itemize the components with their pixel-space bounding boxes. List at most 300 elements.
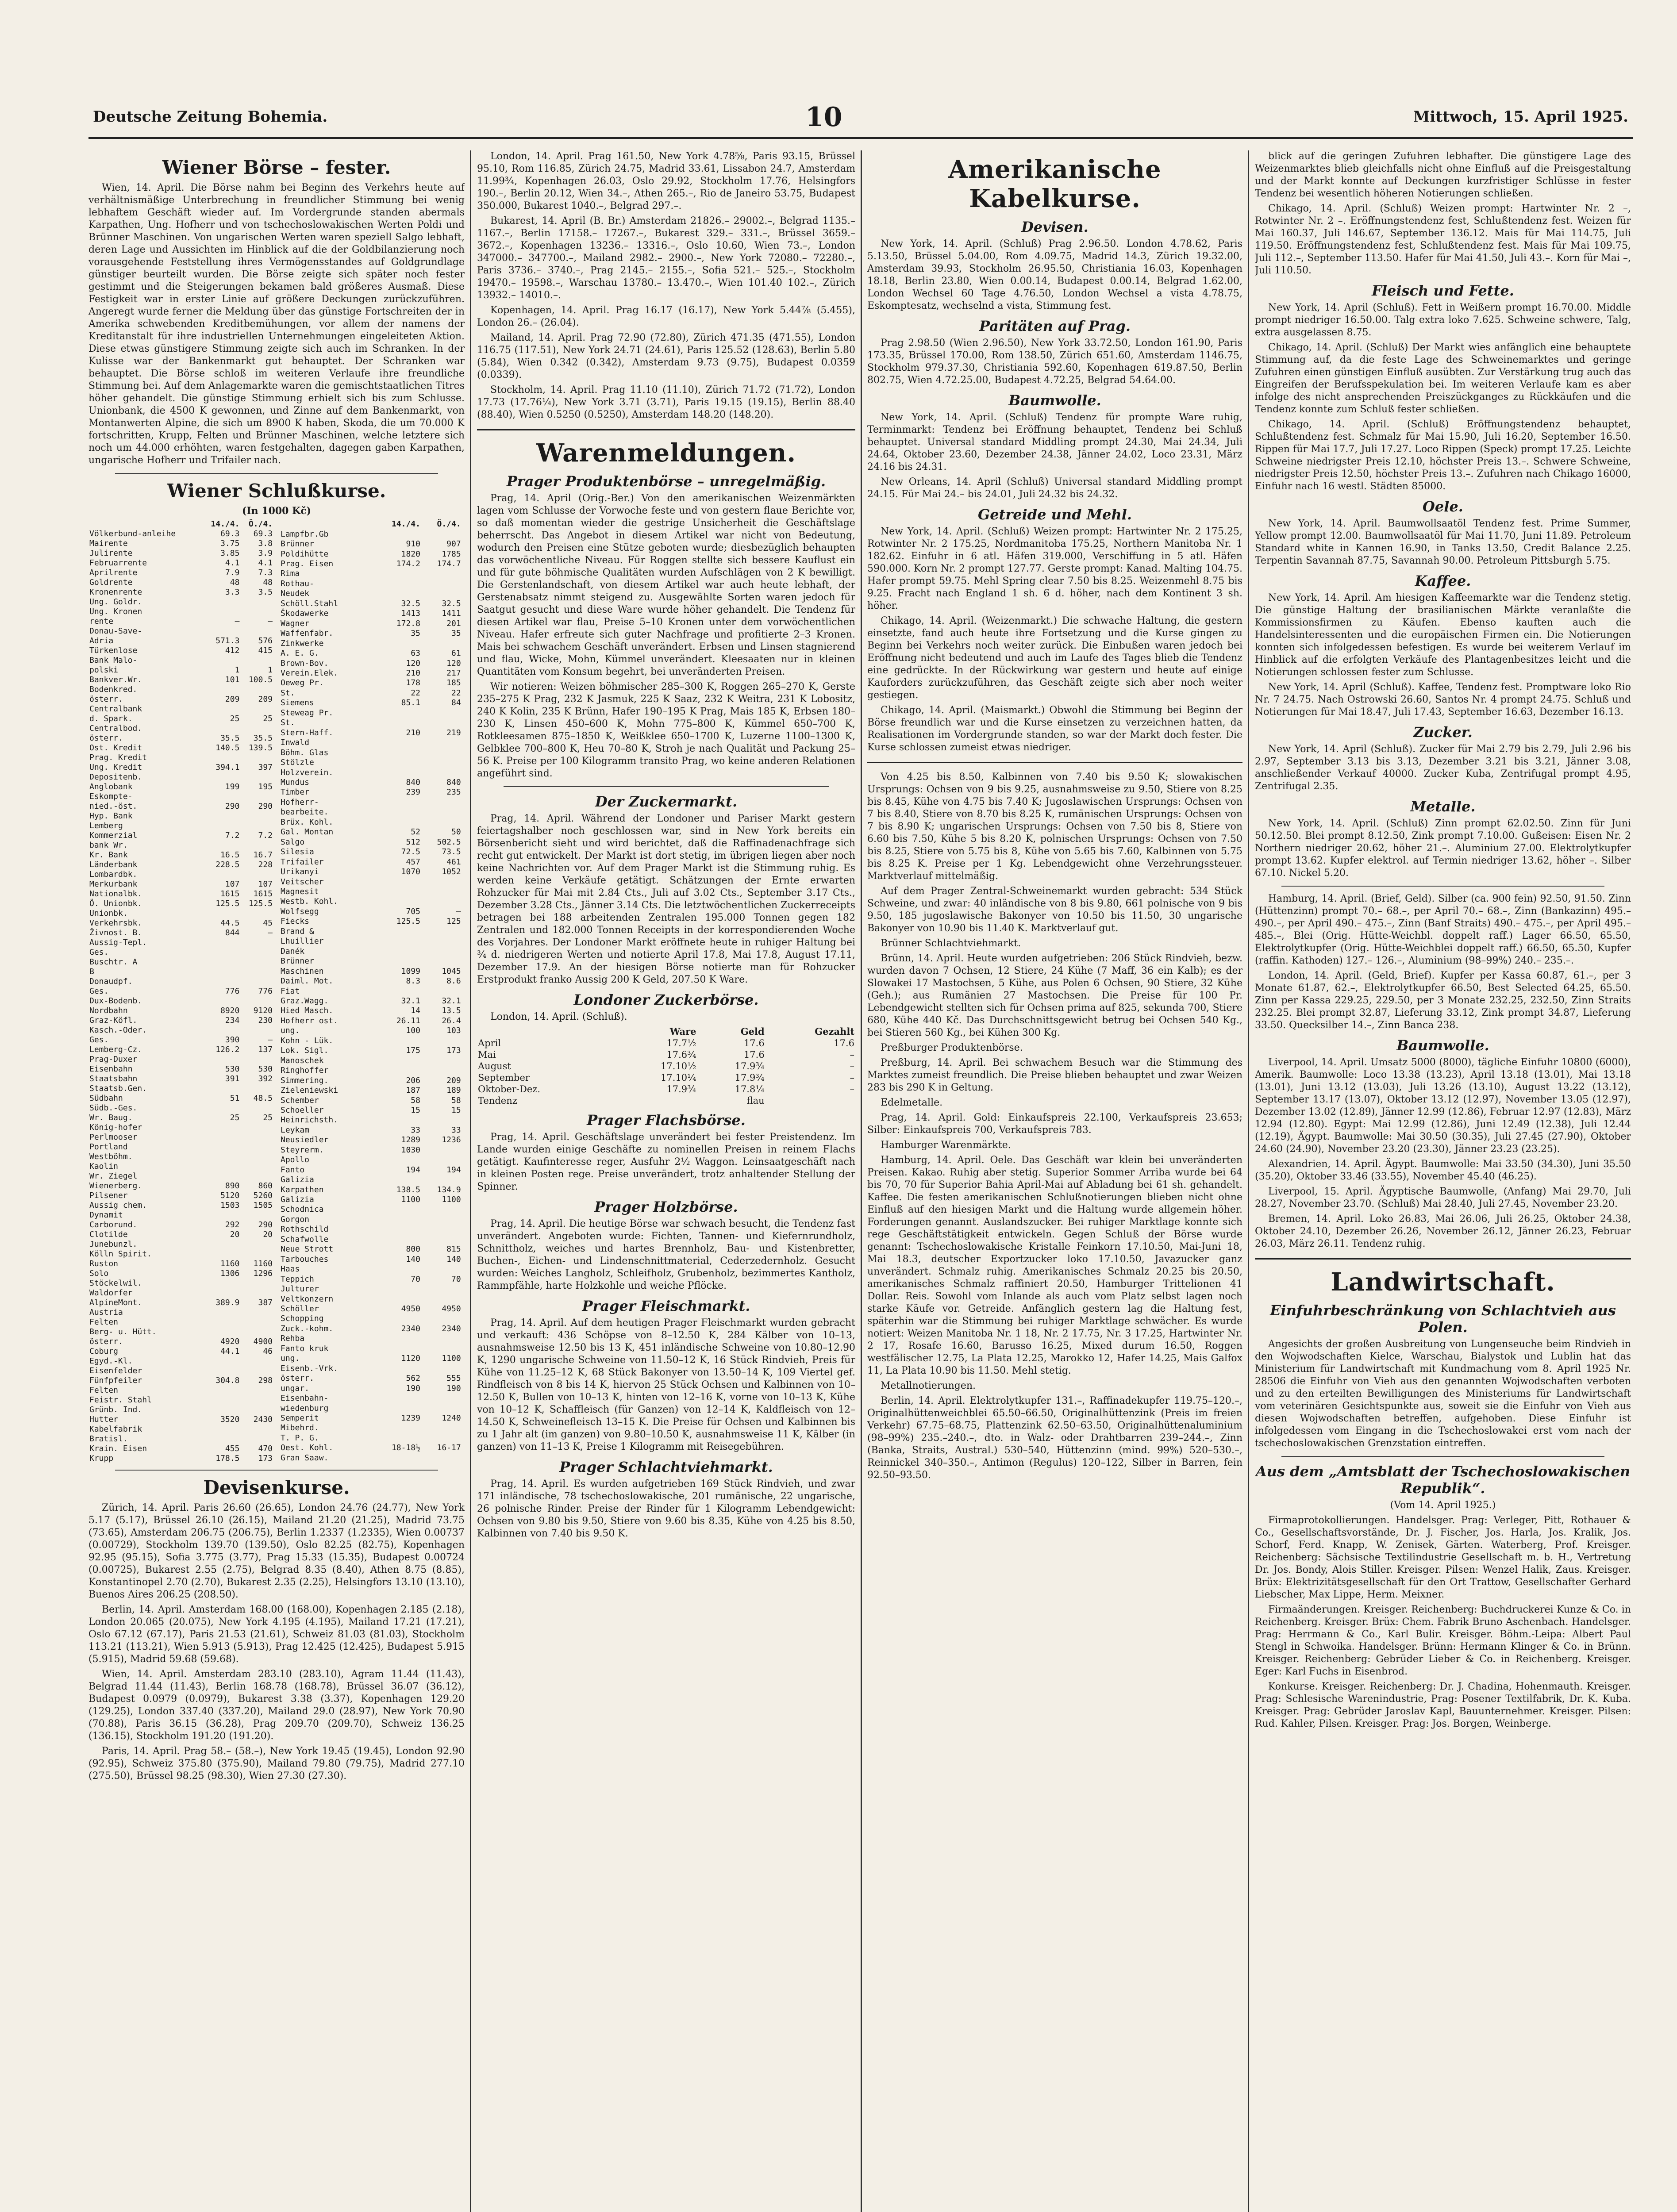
table-row bbox=[280, 658, 465, 668]
paragraph: London, 14. April. (Geld, Brief). Kupfer per Kassa 60.87, 61.–, per 3 Monate 61.87, 62.–, Elektrolytkupfer 66.50, Best Selected 64.25, 65.50. Zinn per Kassa 229.25, 229.50, per 3 Monate 232.25, 232.50, Zinn Straits 232.25. Blei prompt 32.87, Lieferung 33.12, Zink prompt 34.87, Lieferung 33.50. Quecksilber 14.–, Zinn Banca 238. bbox=[1255, 970, 1631, 1031]
table-row bbox=[88, 1103, 273, 1113]
table-cell bbox=[373, 1433, 421, 1443]
table-row bbox=[88, 967, 273, 977]
table-row bbox=[88, 1123, 273, 1133]
table-cell: Kasch.-Oder. bbox=[89, 1025, 147, 1035]
table-row bbox=[280, 1354, 465, 1363]
table-cell: 69.3 bbox=[253, 529, 273, 538]
table-cell: 530 bbox=[225, 1064, 240, 1074]
table-row bbox=[280, 1304, 465, 1314]
table-cell: Graz.Wagg. bbox=[281, 996, 329, 1006]
table-cell: 290 bbox=[225, 802, 240, 811]
table-cell: Kaolin bbox=[89, 1162, 119, 1171]
table-cell bbox=[421, 1334, 462, 1344]
table-cell: Fiecks bbox=[281, 917, 310, 926]
table-cell: 63 bbox=[411, 649, 420, 658]
table-cell bbox=[201, 938, 240, 948]
paragraph: Chikago, 14. April. (Schluß) Eröffnungstendenz behauptet, Schlußtendenz fest. Schmalz für Mai 15.90, Juli 16.20, September 16.50. Rippen für Mai 17.7, Juli 17.27. Loco Rippen (Speck) prompt 17.25. Leichte Schweine niedrigster Preis 12.10, höchster Preis 13.–. Schwere Schweine, niedrigster Preis 12.50, höchster Preis 13.–. Zufuhren nach Chikago 16000, Einfuhr nach 16 westl. Städten 85000. bbox=[1255, 419, 1631, 492]
table-cell: 1505 bbox=[253, 1201, 273, 1210]
table-cell bbox=[421, 579, 462, 589]
paragraph: Prag, 14. April. Gold: Einkaufspreis 22.100, Verkaufspreis 23.653; Silber: Einkaufspreis 700, Verkaufspreis 783. bbox=[867, 1112, 1242, 1136]
table-row bbox=[88, 1191, 273, 1201]
paragraph: Chikago, 14. April. (Weizenmarkt.) Die schwache Haltung, die gestern einsetzte, fand auch heute ihre Fortsetzung und die Kurse gingen zu Beginn bei Verkehrs noch weiter zurück. Die Einbußen waren jedoch bei Eröffnung nicht bedeutend und auch im Laufe des Tages blieb die Tendenz eine gedrückte. In der Rückwirkung war gestern und heute auf einige Kauforders zurückzuführen, das Geschäft zeigte sich aber noch weiter gestiegen. bbox=[867, 615, 1242, 701]
table-cell: 4.1 bbox=[225, 558, 240, 568]
table-cell bbox=[373, 927, 421, 937]
table-cell: österr. bbox=[89, 695, 123, 704]
table-cell: Ges. bbox=[89, 987, 109, 996]
paragraph: Wien, 14. April. Amsterdam 283.10 (283.10), Agram 11.44 (11.43), Belgrad 11.44 (11.43), Berlin 168.78 (168.78), Brüssel 36.07 (36.12), Budapest 0.0979 (0.0979), Bukarest 3.38 (3.37), Kopenhagen 129.20 (129.25), London 337.40 (337.20), Mailand 29.0 (28.97), New York 70.90 (70.88), Paris 36.15 (36.28), Prag 209.70 (209.70), Schweiz 136.25 (136.15), Stockholm 191.20 (191.20). bbox=[88, 1669, 465, 1742]
paragraph: New York, 14. April (Schluß). Kaffee, Tendenz fest. Promptware loko Rio Nr. 7 24.75. Nach Ostrowski 26.60, Santos Nr. 4 prompt 24.75. Schluß und Notierungen für Mai 18.47, Juli 17.43, September 16.63, Dezember 16.13. bbox=[1255, 682, 1631, 718]
table-cell: 17.10½ bbox=[661, 1061, 696, 1071]
table-cell: Inwald bbox=[281, 738, 310, 748]
table-cell: Ung. Goldr. bbox=[89, 597, 142, 607]
table-cell: 209 bbox=[446, 1075, 461, 1085]
table-cell: 8920 bbox=[220, 1006, 240, 1015]
table-cell bbox=[240, 870, 273, 879]
divider bbox=[1281, 1456, 1604, 1457]
divider bbox=[1281, 886, 1604, 887]
table-cell bbox=[240, 1123, 273, 1133]
table-cell: Mundus bbox=[281, 778, 310, 787]
fleisch-fette-title: Fleisch und Fette. bbox=[1372, 282, 1514, 299]
table-cell: Ung. Kronen bbox=[89, 607, 142, 616]
table-cell: St. bbox=[281, 718, 295, 728]
table-cell: 210 bbox=[406, 728, 420, 737]
table-row bbox=[477, 1072, 855, 1083]
table-cell bbox=[201, 977, 240, 987]
table-cell: 51 bbox=[230, 1094, 240, 1103]
table-cell: Semperit bbox=[281, 1413, 319, 1423]
table-cell bbox=[421, 1364, 462, 1374]
table-cell: Zieleniewski bbox=[281, 1086, 338, 1095]
table-cell bbox=[201, 1084, 240, 1094]
table-cell: 26.4 bbox=[442, 1016, 461, 1025]
schlusskurse-sub: (In 1000 Kč) bbox=[242, 505, 312, 517]
table-cell bbox=[421, 887, 462, 897]
table-cell: Berg- u. Hütt. bbox=[89, 1327, 157, 1336]
table-cell bbox=[201, 811, 240, 821]
schlusskurse-table-right bbox=[280, 519, 465, 1463]
table-cell bbox=[421, 956, 462, 966]
table-cell: ung. bbox=[281, 1026, 300, 1036]
table-cell bbox=[201, 1123, 240, 1133]
paragraph: London, 14. April. Prag 161.50, New York 4.78⅝, Paris 93.15, Brüssel 95.10, Rom 116.85, Zürich 24.75, Madrid 33.61, Lissabon 24.7, Amsterdam 11.99¾, Kopenhagen 26.03, Oslo 29.92, Stockholm 17.76, Helsingfors 190.–, Berlin 20.12, Wien 34.–, Athen 265.–, Rio de Janeiro 53.75, Budapest 350.000, Bukarest 1040.–, Belgrad 297.–. bbox=[477, 151, 855, 211]
table-cell: 705 bbox=[406, 906, 420, 916]
table-row bbox=[477, 1060, 855, 1072]
paragraph: Liverpool, 14. April. Umsatz 5000 (8000), tägliche Einfuhr 10800 (6000), Amerik. Baumwolle: Loco 13.38 (13.23), April 13.18 (13.01), Mai 13.18 (13.01), Juni 13.12 (13.03), Juli 13.26 (13.10), August 13.22 (13.12), September 13.17 (13.07), Oktober 13.12 (12.97), November 13.05 (12.97), Dezember 13.02 (12.89), Jänner 12.99 (12.86), Februar 12.97 (12.83), März 12.94 (12.80). Egypt: Mai 12.99 (12.86), Juni 12.49 (12.38), Juli 12.44 (12.19), Ägypt. Baumwolle: Mai 30.50 (30.35), Juli 27.45 (27.90), Oktober 24.60 (24.90), November 23.20 (23.30), Jänner 23.23 (23.25). bbox=[1255, 1057, 1631, 1155]
table-cell bbox=[201, 626, 240, 636]
table-cell: nied.-öst. bbox=[89, 802, 138, 811]
table-cell: Wagner bbox=[281, 618, 310, 628]
table-row bbox=[88, 1016, 273, 1025]
table-cell: 4.1 bbox=[258, 558, 273, 568]
landwirtschaft-text bbox=[1255, 1338, 1631, 1450]
table-cell: 457 bbox=[406, 857, 420, 867]
table-cell bbox=[373, 738, 421, 748]
table-cell bbox=[201, 772, 240, 782]
table-cell: Unionbk. bbox=[89, 909, 128, 918]
table-cell: 199 bbox=[225, 782, 240, 791]
table-row bbox=[280, 1135, 465, 1145]
table-cell: 134.9 bbox=[437, 1185, 461, 1194]
table-row bbox=[280, 897, 465, 906]
table-row bbox=[88, 1405, 273, 1415]
table-row bbox=[280, 1235, 465, 1244]
table-cell: 219 bbox=[446, 728, 461, 737]
table-cell bbox=[201, 841, 240, 850]
table-cell bbox=[201, 1162, 240, 1171]
page-number: 10 bbox=[805, 102, 842, 133]
table-cell bbox=[421, 569, 462, 579]
table-cell: Brüx. Kohl. bbox=[281, 817, 334, 827]
table-cell bbox=[421, 1066, 462, 1075]
table-cell: 25 bbox=[230, 1113, 240, 1122]
table-header-cell: 14./4. bbox=[211, 519, 240, 529]
column-1 bbox=[88, 150, 465, 2212]
paragraph: Prag, 14. April. Die heutige Börse war schwach besucht, die Tendenz fast unverändert. Angeboten wurde: Fichten, Tannen- und Kiefernrundholz, Schnittholz, weiches und hartes Brennholz, Bau- und Kistenbretter, Buchen-, Eichen- und Lindenschnittmaterial, Cederzedernholz. Gesucht wurden: Weiches Langholz, Schleifholz, Grubenholz, bezimmertes Kantholz, Rammpfähle, harte Holzkohle und weiche Pflöcke. bbox=[477, 1218, 855, 1291]
table-cell: Manoschek bbox=[281, 1056, 324, 1065]
paragraph: Metallnotierungen. bbox=[881, 1380, 976, 1391]
table-cell: 502.5 bbox=[437, 837, 461, 847]
table-cell: 120 bbox=[446, 658, 461, 668]
table-cell bbox=[373, 1115, 421, 1125]
table-row bbox=[88, 1395, 273, 1405]
table-cell bbox=[421, 1294, 462, 1304]
table-cell: 7.2 bbox=[225, 831, 240, 840]
table-cell: Zuck.-kohm. bbox=[281, 1324, 334, 1333]
zucker4-title: Zucker. bbox=[1413, 724, 1473, 741]
table-cell: 173 bbox=[446, 1046, 461, 1056]
table-cell bbox=[240, 626, 273, 636]
table-cell: Nordbahn bbox=[89, 1006, 128, 1015]
schlusskurse-title: Wiener Schlußkurse. bbox=[167, 480, 386, 502]
table-cell: Felten bbox=[89, 1386, 119, 1395]
table-cell: 70 bbox=[451, 1274, 461, 1284]
table-row bbox=[280, 1423, 465, 1433]
table-cell: Donau-Save- bbox=[89, 626, 142, 636]
table-row bbox=[88, 889, 273, 899]
table-cell: Nationalbk. bbox=[89, 889, 142, 899]
paragraph: New Orleans, 14. April (Schluß) Universal standard Middling prompt 24.15. Für Mai 24.– bis 24.01, Juli 24.32 bis 24.32. bbox=[867, 476, 1242, 500]
table-cell: Perlmooser bbox=[89, 1133, 138, 1142]
table-row bbox=[88, 1113, 273, 1123]
exchange-text bbox=[477, 150, 855, 421]
table-row bbox=[88, 1074, 273, 1084]
table-cell bbox=[373, 1314, 421, 1324]
table-cell bbox=[240, 977, 273, 987]
table-cell: 3.5 bbox=[258, 588, 273, 597]
landwirtschaft-sub: Einfuhrbeschränkung von Schlachtvieh aus Polen. bbox=[1270, 1302, 1616, 1336]
table-cell: 17.6 bbox=[743, 1049, 765, 1060]
column-rule bbox=[470, 150, 471, 2212]
table-cell: 239 bbox=[406, 787, 420, 797]
table-cell: Mairente bbox=[89, 539, 128, 548]
table-cell: Steweag Pr. bbox=[281, 708, 334, 718]
table-row bbox=[280, 1403, 465, 1413]
table-cell: 228 bbox=[258, 860, 273, 869]
table-cell: 776 bbox=[258, 987, 273, 996]
table-row bbox=[280, 1284, 465, 1294]
table-row bbox=[88, 1386, 273, 1395]
table-cell: 84 bbox=[451, 698, 461, 708]
kabel-title: Amerikanische Kabelkurse. bbox=[948, 155, 1162, 213]
table-cell bbox=[240, 724, 273, 733]
table-cell bbox=[373, 1284, 421, 1294]
table-row bbox=[88, 1055, 273, 1064]
paragraph: Mailand, 14. April. Prag 72.90 (72.80), Zürich 471.35 (471.55), London 116.75 (117.51), New York 24.71 (24.61), Paris 125.52 (128.63), Berlin 5.80 (5.84), Wien 0.342 (0.342), Amsterdam 9.73 (9.75), Budapest 0.0359 (0.0339). bbox=[477, 332, 855, 380]
table-cell: Ö. Unionbk. bbox=[89, 899, 142, 908]
table-row bbox=[280, 1056, 465, 1065]
table-cell bbox=[373, 1344, 421, 1354]
table-cell: 35.5 bbox=[253, 733, 273, 743]
table-row bbox=[280, 1225, 465, 1234]
table-cell: 194 bbox=[406, 1165, 420, 1175]
table-cell bbox=[240, 1366, 273, 1376]
table-cell: 126.2 bbox=[215, 1045, 240, 1054]
table-cell bbox=[240, 996, 273, 1006]
table-row bbox=[88, 831, 273, 841]
table-header-cell: Gezahlt bbox=[815, 1026, 854, 1037]
table-cell bbox=[421, 937, 462, 946]
table-row bbox=[280, 569, 465, 579]
table-cell: 70 bbox=[411, 1274, 420, 1284]
table-cell: 187 bbox=[406, 1086, 420, 1095]
table-cell: 4920 bbox=[220, 1337, 240, 1346]
table-cell bbox=[201, 1386, 240, 1395]
table-cell: Schafwolle bbox=[281, 1234, 329, 1244]
table-cell bbox=[201, 597, 240, 607]
table-row bbox=[88, 870, 273, 879]
table-row bbox=[88, 850, 273, 860]
table-cell: 1100 bbox=[401, 1195, 420, 1205]
table-cell: Junebunzl. bbox=[89, 1240, 138, 1249]
divider bbox=[115, 1470, 438, 1471]
table-cell: Schöller bbox=[281, 1304, 319, 1314]
paragraph: Kopenhagen, 14. April. Prag 16.17 (16.17), New York 5.44⅞ (5.455), London 26.– (26.04). bbox=[477, 305, 855, 328]
table-cell bbox=[201, 1425, 240, 1434]
paragraph: Edelmetalle. bbox=[881, 1097, 943, 1108]
divider bbox=[504, 786, 829, 787]
table-cell bbox=[201, 967, 240, 977]
table-cell bbox=[421, 1056, 462, 1065]
table-cell: Bodenkred. bbox=[89, 685, 138, 694]
table-cell bbox=[421, 986, 462, 996]
table-cell: 20 bbox=[230, 1230, 240, 1239]
table-cell: Länderbank bbox=[89, 860, 138, 869]
landwirtschaft-title: Landwirtschaft. bbox=[1331, 1267, 1555, 1297]
table-cell: 907 bbox=[446, 539, 461, 549]
table-cell: rente bbox=[89, 617, 114, 626]
table-row bbox=[88, 1259, 273, 1269]
table-cell: 530 bbox=[258, 1064, 273, 1074]
table-row bbox=[280, 559, 465, 569]
paragraph: Angesichts der großen Ausbreitung von Lungenseuche beim Rindvieh in den Wojwodschaften Kielce, Warschau, Bialystok und Lublin hat das Ministerium für Landwirtschaft mit Kundmachung vom 8. April 1925 Nr. 28506 die Einfuhr von Vieh aus den genannten Wojwodschaften verboten und zu den erteilten Bewilligungen des Ministeriums für Landwirtschaft vom veterinären Gesichtspunkte aus, soweit sie die Einfuhr von Vieh aus diesen Wojwodschaften betreffen, aufgehoben. Diese Einfuhr ist infolgedessen vom Eingang in die Tschechoslowakei erst vom nach der tschechoslowakischen Grenzstation eintreffen. bbox=[1255, 1339, 1631, 1449]
table-row bbox=[88, 597, 273, 607]
paragraph: New York, 14. April. Baumwollsaatöl Tendenz fest. Prime Summer, Yellow prompt 12.00. Baumwollsaatöl für Mai 11.70, Juni 11.89. Petroleum Standard white in Kannen 16.90, in Tanks 13.50, Credit Balance 2.25. Terpentin Savannah 87.75, Savannah 90.00. Petroleum Pittsburgh 5.75. bbox=[1255, 518, 1631, 566]
table-cell bbox=[240, 1288, 273, 1298]
table-cell: 1099 bbox=[401, 966, 420, 976]
table-cell: 1615 bbox=[220, 889, 240, 899]
table-cell: Julirente bbox=[89, 549, 133, 558]
table-cell bbox=[240, 1171, 273, 1181]
table-cell: 304.8 bbox=[215, 1376, 240, 1385]
paragraph: Brünn, 14. April. Heute wurden aufgetrieben: 206 Stück Rindvieh, bezw. wurden davon 7 Ochsen, 12 Stiere, 24 Kühe (7 Maff, 36 ein Kalb); es der Slowakei 17 Mastochsen, 5 Kühe, aus Polen 6 Ochsen, 90 Stiere, 32 Kühe (Geh.); aus Rumänien 27 Mastochsen. Die Preise für 100 Pr. Lebendgewicht stellten sich für Ochsen prima auf 825, sekunda 700, Stiere 680, Kühe 440 Kč. Das Durchschnittsgewicht betrug bei Ochsen 540 Kg., bei Stieren 560 Kg., bei Kühen 300 Kg. bbox=[867, 953, 1242, 1038]
table-row bbox=[88, 772, 273, 782]
table-cell bbox=[201, 1327, 240, 1337]
table-cell: Eisenbahn bbox=[89, 1064, 133, 1074]
table-row bbox=[88, 1279, 273, 1288]
table-cell: 16-17 bbox=[437, 1443, 461, 1453]
table-cell: 58 bbox=[451, 1095, 461, 1105]
table-row bbox=[88, 948, 273, 957]
table-row bbox=[280, 976, 465, 986]
table-cell: Solo bbox=[89, 1269, 109, 1278]
table-cell: Merkurbank bbox=[89, 879, 138, 889]
devisen-title: Devisenkurse. bbox=[203, 1477, 350, 1498]
table-row bbox=[280, 1294, 465, 1304]
table-header-cell bbox=[477, 1026, 616, 1037]
table-row bbox=[280, 1244, 465, 1254]
table-row bbox=[280, 579, 465, 589]
table-cell: d. Spark. bbox=[89, 714, 133, 723]
table-cell bbox=[421, 638, 462, 648]
table-cell bbox=[240, 1249, 273, 1259]
paragraph: New York, 14. April. (Schluß) Prag 2.96.50. London 4.78.62, Paris 5.13.50, Brüssel 5.04.00, Rom 4.09.75, Madrid 14.3, Zürich 19.32.00, Amsterdam 39.93, Stockholm 26.95.50, Christiania 16.03, Kopenhagen 18.18, Berlin 23.80, Wien 0.00.14, Budapest 0.00.14, Belgrad 1.62.00, London Wechsel 60 Tage 4.76.50, London Wechsel a vista 4.78.75, Eskomptesatz, wechselnd a vista, Stimmung fest. bbox=[867, 238, 1242, 311]
table-cell: Verkehrsbk. bbox=[89, 918, 142, 928]
table-row bbox=[280, 1255, 465, 1264]
table-row bbox=[88, 1094, 273, 1103]
amtsblatt-date: (Vom 14. April 1925.) bbox=[1390, 1500, 1496, 1511]
table-cell bbox=[201, 821, 240, 831]
table-row bbox=[280, 986, 465, 996]
table-cell: Hofherr- bbox=[281, 797, 319, 807]
table-cell: bearbeite. bbox=[281, 807, 329, 817]
table-cell: Teppich bbox=[281, 1274, 314, 1284]
table-cell: Ges. bbox=[89, 1035, 109, 1045]
table-cell: Adria bbox=[89, 636, 114, 645]
table-cell: 209 bbox=[225, 695, 240, 704]
table-cell: 234 bbox=[225, 1016, 240, 1025]
intro-text bbox=[1255, 150, 1631, 277]
paragraph: Prag 2.98.50 (Wien 2.96.50), New York 33.72.50, London 161.90, Paris 173.35, Brüssel 170.00, Rom 138.50, Zürich 651.60, Amsterdam 1146.75, Stockholm 979.37.30, Christiania 592.60, Kopenhagen 619.87.50, Berlin 802.75, Wien 4.72.25.00, Budapest 4.72.25, Belgrad 54.64.00. bbox=[867, 338, 1242, 386]
table-row bbox=[280, 589, 465, 599]
table-cell: Apollo bbox=[281, 1155, 310, 1165]
table-header-cell bbox=[280, 519, 373, 529]
paragraph: New York, 14. April. Am hiesigen Kaffeemarkte war die Tendenz stetig. Die günstige Haltung der brasilianischen Märkte veranlaßte die Kommissionsfirmen zu Käufen. Ebenso kauften auch die Handelsinteressenten und die europäischen Firmen ein. Die Notierungen konnten sich infolgedessen befestigen. Es wurde bei weiterem Verlauf im Hinblick auf die erfolgten Verkäufe des Plantagenbesitzes leicht und die Notierungen schlossen fester zum Schlusse. bbox=[1255, 592, 1631, 678]
table-row bbox=[280, 678, 465, 688]
table-cell: Lemberg bbox=[89, 821, 123, 830]
table-row bbox=[477, 1049, 855, 1060]
table-cell: Waldorfer bbox=[89, 1288, 133, 1298]
table-cell: Südbahn bbox=[89, 1094, 123, 1103]
table-cell: 397 bbox=[258, 763, 273, 772]
schlacht-title: Prager Schlachtviehmarkt. bbox=[559, 1459, 773, 1475]
table-row bbox=[88, 1317, 273, 1327]
hamburg-text bbox=[1255, 893, 1631, 1032]
table-cell bbox=[765, 1095, 855, 1106]
table-row bbox=[280, 1145, 465, 1155]
table-cell: 1 bbox=[235, 665, 240, 675]
table-cell: 562 bbox=[406, 1374, 420, 1383]
table-cell: 2340 bbox=[442, 1324, 461, 1333]
table-row bbox=[88, 841, 273, 850]
table-cell: 17.6 bbox=[834, 1038, 854, 1048]
table-cell: 25 bbox=[230, 714, 240, 723]
table-cell: 15 bbox=[451, 1105, 461, 1115]
table-cell bbox=[421, 807, 462, 817]
table-cell: 125.5 bbox=[215, 899, 240, 908]
table-row bbox=[280, 1006, 465, 1016]
table-row bbox=[88, 646, 273, 656]
table-cell: 174.7 bbox=[437, 559, 461, 569]
paragraph: Bremen, 14. April. Loko 26.83, Mai 26.06, Juli 26.25, Oktober 24.38, Oktober 24.10, Dezember 26.26, November 26.12, Jänner 26.23, Februar 26.03, März 26.11. Tendenz ruhig. bbox=[1255, 1214, 1631, 1249]
table-cell bbox=[421, 1115, 462, 1125]
table-cell: 35 bbox=[451, 629, 461, 638]
table-cell: Magnesit bbox=[281, 887, 319, 896]
table-cell: Holzverein. bbox=[281, 768, 334, 777]
table-cell bbox=[421, 589, 462, 599]
table-row bbox=[88, 1327, 273, 1337]
table-cell: Silesia bbox=[281, 847, 314, 857]
boerse-text bbox=[88, 182, 465, 467]
table-cell bbox=[421, 1215, 462, 1225]
table-cell bbox=[201, 1366, 240, 1376]
table-cell: Schember bbox=[281, 1095, 319, 1105]
table-cell: 206 bbox=[406, 1075, 420, 1085]
table-row bbox=[88, 558, 273, 568]
table-row bbox=[280, 619, 465, 629]
table-cell bbox=[240, 685, 273, 695]
table-cell: ung. bbox=[281, 1354, 300, 1363]
paragraph: Prag, 14. April. Geschäftslage unverändert bei fester Preistendenz. Im Lande wurden einige Geschäfte zu nominellen Preisen in reinem Flachs getätigt. Kaufinteresse reger, Ausfuhr 2½ Waggon. Leinsaatgeschäft nach in kleinen Posten rege. Preise unverändert, trotz anhaltender Stellung der Spinner. bbox=[477, 1132, 855, 1192]
table-cell: 4900 bbox=[253, 1337, 273, 1346]
table-row bbox=[88, 617, 273, 626]
table-cell bbox=[421, 1423, 462, 1433]
table-row bbox=[280, 966, 465, 976]
table-cell: September bbox=[478, 1072, 530, 1083]
table-cell: Živnost. B. bbox=[89, 928, 142, 937]
table-header-cell: Ö./4. bbox=[248, 519, 273, 529]
table-cell: polski bbox=[89, 665, 119, 675]
table-cell bbox=[421, 738, 462, 748]
table-row bbox=[280, 1324, 465, 1334]
table-cell: Gorgon bbox=[281, 1214, 310, 1224]
paragraph: Firmaprotokollierungen. Handelsger. Prag: Verleger, Pitt, Rothauer & Co., Gesellschaftsvorstände, Dr. J. Fischer, Jos. Harla, Jos. Kralik, Jos. Schorf, Ferd. Knapp, W. Zenisek, Gärten. Waterberg, Prof. Kreisger. Reichenberg: Sächsische Textilindustrie Gesellschaft m. b. H., Vertretung Dr. Jos. Bondy, Alois Stiller. Kreisger. Pilsen: Wenzel Halik, Zaus. Kreisger. Brüx: Elektrizitätsgesellschaft für den Ort Trattow, Gesellschafter Gerhard Liebscher, Max Lippe, Herm. Meixner. bbox=[1255, 1515, 1631, 1600]
table-cell: 125 bbox=[446, 917, 461, 926]
table-cell: 107 bbox=[258, 879, 273, 889]
table-cell: 3.9 bbox=[258, 549, 273, 558]
table-row bbox=[88, 1152, 273, 1162]
table-cell: Goldrente bbox=[89, 578, 133, 587]
table-cell: 800 bbox=[406, 1244, 420, 1254]
table-cell bbox=[373, 818, 421, 827]
table-cell: 1820 bbox=[401, 549, 420, 559]
table-row bbox=[280, 1046, 465, 1056]
table-cell: B bbox=[89, 967, 94, 976]
table-cell: Kabelfabrik bbox=[89, 1425, 142, 1434]
table-cell: 512 bbox=[406, 837, 420, 847]
table-cell bbox=[421, 718, 462, 728]
table-cell: April bbox=[478, 1038, 501, 1048]
table-row bbox=[88, 1308, 273, 1317]
table-row bbox=[88, 578, 273, 588]
table-cell: österr. bbox=[281, 1374, 314, 1383]
table-cell: Steyrerm. bbox=[281, 1145, 324, 1155]
table-row bbox=[280, 1314, 465, 1324]
table-cell: – bbox=[268, 1035, 273, 1045]
paragraph: Liverpool, 15. April. Ägyptische Baumwolle, (Anfang) Mai 29.70, Juli 28.27, November 23.70. (Schluß) Mai 28.40, Juli 27.45, November 23.20. bbox=[1255, 1186, 1631, 1210]
table-cell: Hyp. Bank bbox=[89, 811, 133, 821]
